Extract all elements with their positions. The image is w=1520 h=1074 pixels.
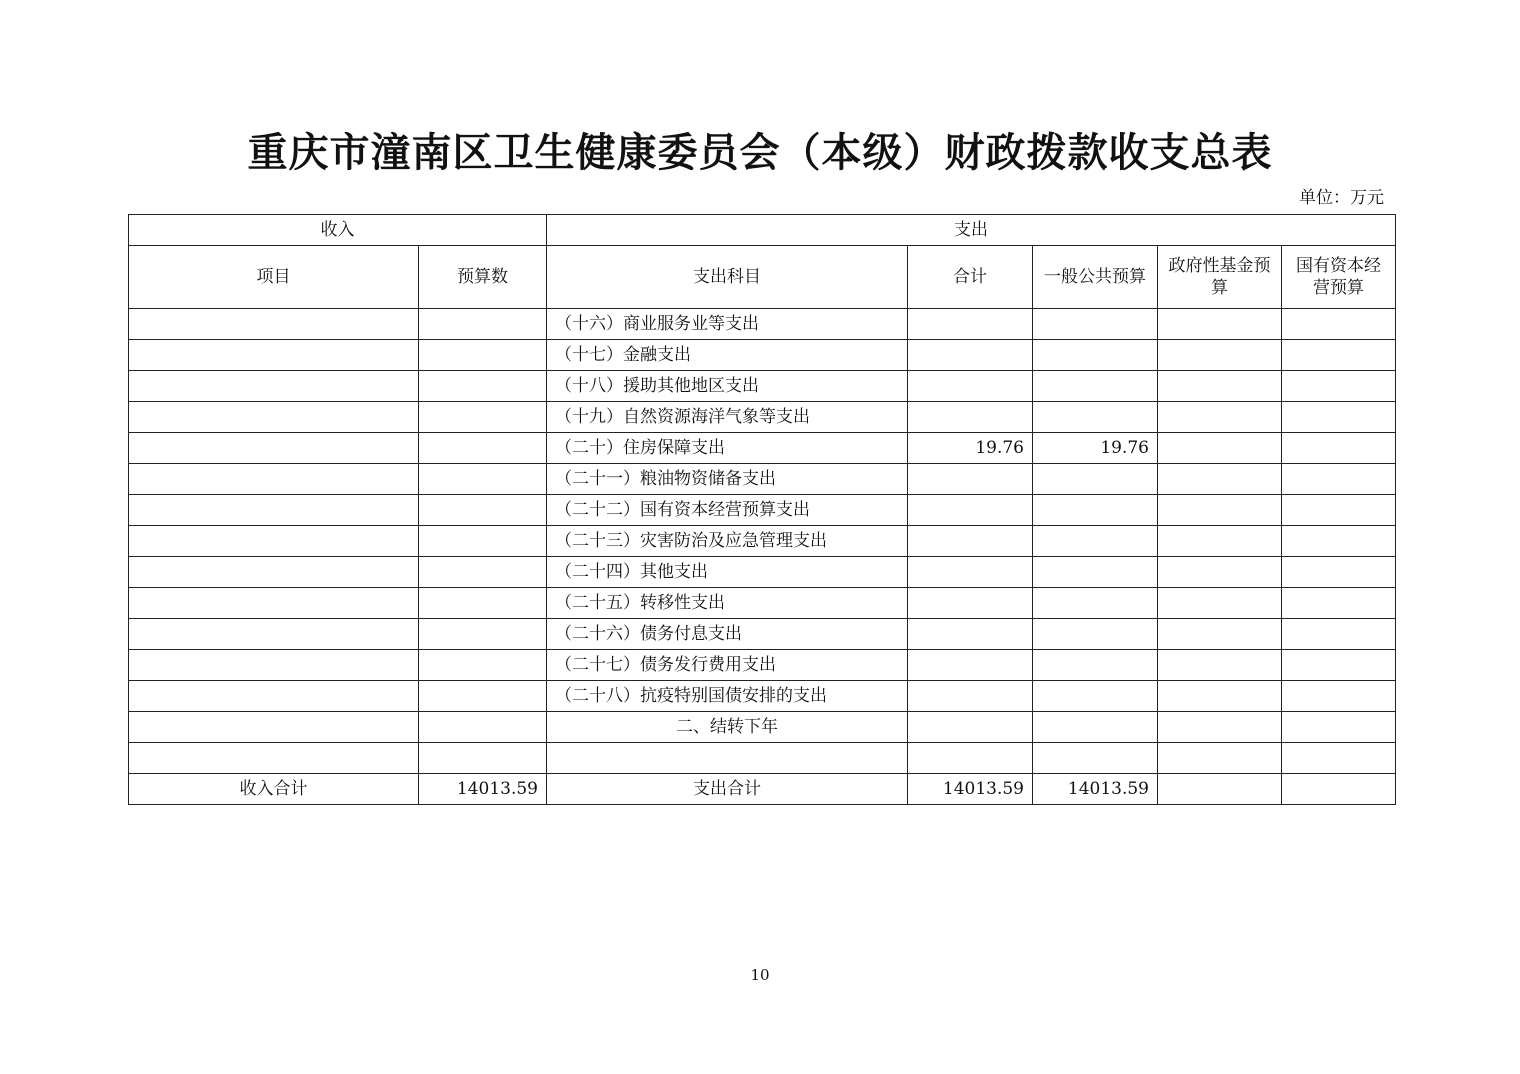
expense-total-cell (908, 588, 1033, 619)
gov-fund-budget-cell (1158, 309, 1282, 340)
income-item-cell (129, 650, 419, 681)
income-item-cell (129, 743, 419, 774)
expense-subject-cell: （二十七）债务发行费用支出 (547, 650, 908, 681)
income-budget-cell (419, 650, 547, 681)
general-public-budget-cell (1033, 402, 1158, 433)
income-budget-cell (419, 588, 547, 619)
income-budget-cell (419, 681, 547, 712)
table-row (129, 619, 1396, 650)
income-budget-cell (419, 526, 547, 557)
expense-total-cell (908, 681, 1033, 712)
expense-subject-cell (547, 743, 908, 774)
table-row (129, 371, 1396, 402)
general-public-budget-cell (1033, 464, 1158, 495)
expense-total-cell (908, 371, 1033, 402)
state-capital-budget-cell (1282, 433, 1396, 464)
state-capital-budget-cell (1282, 464, 1396, 495)
state-capital-budget-cell (1282, 619, 1396, 650)
expense-total-cell (908, 402, 1033, 433)
income-item-cell (129, 712, 419, 743)
state-capital-budget-cell (1282, 340, 1396, 371)
table-row (129, 495, 1396, 526)
expense-subject-cell: （十九）自然资源海洋气象等支出 (547, 402, 908, 433)
expense-subject-cell: 二、结转下年 (547, 712, 908, 743)
gov-fund-budget-cell (1158, 588, 1282, 619)
gov-fund-budget-cell (1158, 464, 1282, 495)
expense-general-total-value: 14013.59 (1033, 774, 1158, 805)
state-capital-budget-header: 国有资本经营预算 (1282, 246, 1396, 309)
table-row (129, 588, 1396, 619)
general-public-budget-cell (1033, 526, 1158, 557)
gov-fund-budget-cell (1158, 495, 1282, 526)
general-public-budget-cell (1033, 650, 1158, 681)
general-public-budget-cell (1033, 681, 1158, 712)
state-capital-budget-cell (1282, 402, 1396, 433)
expense-subject-header: 支出科目 (547, 246, 908, 309)
expense-total-cell (908, 340, 1033, 371)
unit-label: 单位：万元 (1299, 188, 1384, 208)
expense-capital-total-value (1282, 774, 1396, 805)
income-item-cell (129, 495, 419, 526)
income-item-cell (129, 681, 419, 712)
gov-fund-budget-cell (1158, 526, 1282, 557)
table-row (129, 712, 1396, 743)
expense-fund-total-value (1158, 774, 1282, 805)
expense-total-cell (908, 557, 1033, 588)
gov-fund-budget-cell (1158, 340, 1282, 371)
general-public-budget-cell (1033, 588, 1158, 619)
expense-total-cell (908, 743, 1033, 774)
state-capital-budget-cell (1282, 526, 1396, 557)
income-budget-cell (419, 619, 547, 650)
expense-subject-cell: （二十二）国有资本经营预算支出 (547, 495, 908, 526)
income-item-cell (129, 433, 419, 464)
table-row (129, 681, 1396, 712)
expense-subject-cell: （二十五）转移性支出 (547, 588, 908, 619)
income-item-cell (129, 619, 419, 650)
expense-subject-cell: （二十）住房保障支出 (547, 433, 908, 464)
income-item-cell (129, 526, 419, 557)
expense-group-header: 支出 (547, 215, 1396, 246)
gov-fund-budget-cell (1158, 650, 1282, 681)
gov-fund-budget-cell (1158, 433, 1282, 464)
expense-subject-cell: （二十一）粮油物资储备支出 (547, 464, 908, 495)
expense-total-cell (908, 309, 1033, 340)
group-header-row (129, 215, 1396, 246)
state-capital-budget-cell (1282, 743, 1396, 774)
state-capital-budget-cell (1282, 495, 1396, 526)
table-row (129, 526, 1396, 557)
table-row (129, 309, 1396, 340)
expense-subject-cell: （十八）援助其他地区支出 (547, 371, 908, 402)
page-number: 10 (750, 966, 770, 984)
general-public-budget-cell (1033, 309, 1158, 340)
table-row (129, 650, 1396, 681)
income-total-label: 收入合计 (129, 774, 419, 805)
income-budget-cell (419, 371, 547, 402)
gov-fund-budget-cell (1158, 371, 1282, 402)
gov-fund-budget-header: 政府性基金预算 (1158, 246, 1282, 309)
general-public-budget-cell (1033, 495, 1158, 526)
general-public-budget-cell (1033, 743, 1158, 774)
general-public-budget-cell (1033, 712, 1158, 743)
state-capital-budget-cell (1282, 309, 1396, 340)
expense-subject-cell: （二十八）抗疫特别国债安排的支出 (547, 681, 908, 712)
income-item-cell (129, 340, 419, 371)
table-row (129, 340, 1396, 371)
gov-fund-budget-cell (1158, 681, 1282, 712)
expense-total-value: 14013.59 (908, 774, 1033, 805)
column-header-row (129, 246, 1396, 309)
general-public-budget-cell (1033, 340, 1158, 371)
expense-total-cell (908, 526, 1033, 557)
gov-fund-budget-cell (1158, 743, 1282, 774)
table-row (129, 402, 1396, 433)
expense-total-cell (908, 650, 1033, 681)
income-budget-cell (419, 402, 547, 433)
table-row (129, 433, 1396, 464)
income-item-cell (129, 309, 419, 340)
expense-subject-cell: （十六）商业服务业等支出 (547, 309, 908, 340)
state-capital-budget-cell (1282, 371, 1396, 402)
expense-total-cell (908, 464, 1033, 495)
general-public-budget-cell: 19.76 (1033, 433, 1158, 464)
expense-total-cell (908, 619, 1033, 650)
general-public-budget-cell (1033, 371, 1158, 402)
income-budget-cell (419, 309, 547, 340)
expense-total-cell (908, 495, 1033, 526)
income-item-cell (129, 371, 419, 402)
expense-total-cell: 19.76 (908, 433, 1033, 464)
state-capital-budget-cell (1282, 650, 1396, 681)
expense-total-cell (908, 712, 1033, 743)
general-public-budget-cell (1033, 619, 1158, 650)
income-budget-cell (419, 557, 547, 588)
general-public-budget-header: 一般公共预算 (1033, 246, 1158, 309)
income-budget-cell (419, 495, 547, 526)
expense-subject-cell: （二十三）灾害防治及应急管理支出 (547, 526, 908, 557)
gov-fund-budget-cell (1158, 712, 1282, 743)
budget-amount-header: 预算数 (419, 246, 547, 309)
income-item-cell (129, 588, 419, 619)
expense-subject-cell: （二十四）其他支出 (547, 557, 908, 588)
income-budget-cell (419, 743, 547, 774)
gov-fund-budget-cell (1158, 402, 1282, 433)
expense-total-label: 支出合计 (547, 774, 908, 805)
income-total-value: 14013.59 (419, 774, 547, 805)
gov-fund-budget-cell (1158, 557, 1282, 588)
income-budget-cell (419, 340, 547, 371)
income-item-cell (129, 464, 419, 495)
total-header: 合计 (908, 246, 1033, 309)
general-public-budget-cell (1033, 557, 1158, 588)
totals-row (129, 774, 1396, 805)
state-capital-budget-cell (1282, 557, 1396, 588)
state-capital-budget-cell (1282, 588, 1396, 619)
income-group-header: 收入 (129, 215, 547, 246)
table-row (129, 464, 1396, 495)
income-budget-cell (419, 464, 547, 495)
expense-subject-cell: （二十六）债务付息支出 (547, 619, 908, 650)
state-capital-budget-cell (1282, 712, 1396, 743)
table-row (129, 743, 1396, 774)
income-item-cell (129, 557, 419, 588)
state-capital-budget-cell (1282, 681, 1396, 712)
income-budget-cell (419, 712, 547, 743)
expense-subject-cell: （十七）金融支出 (547, 340, 908, 371)
gov-fund-budget-cell (1158, 619, 1282, 650)
fiscal-appropriation-table (128, 214, 1396, 805)
page-title: 重庆市潼南区卫生健康委员会（本级）财政拨款收支总表 (247, 129, 1273, 176)
income-budget-cell (419, 433, 547, 464)
income-item-cell (129, 402, 419, 433)
table-row (129, 557, 1396, 588)
item-header: 项目 (129, 246, 419, 309)
